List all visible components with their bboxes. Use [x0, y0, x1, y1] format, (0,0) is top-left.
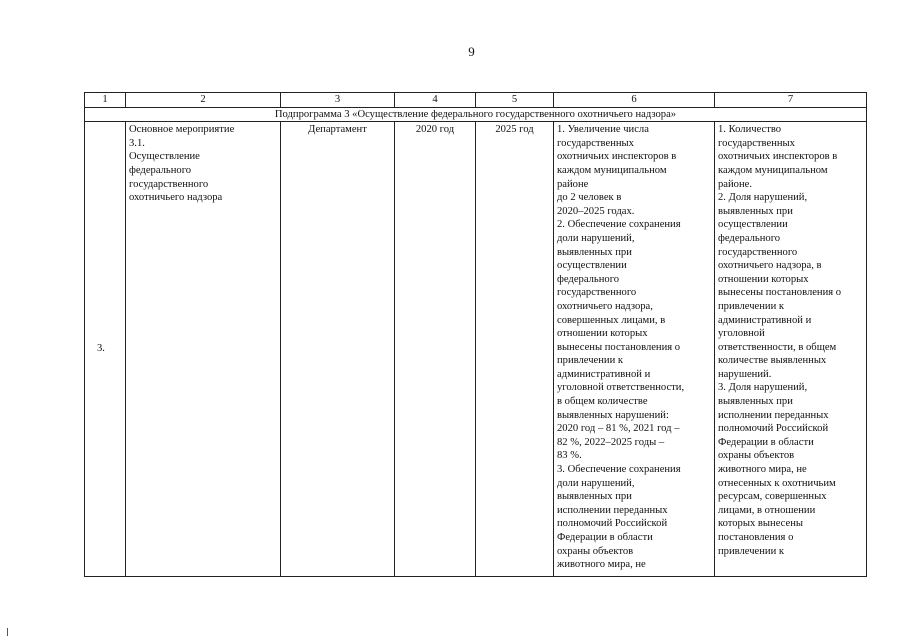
- cell-text-line: исполнении переданных: [718, 409, 829, 421]
- measure-cell: [126, 122, 281, 577]
- cell-text-line: осуществлении: [718, 219, 788, 231]
- page-number: 9: [468, 44, 475, 59]
- cell-text-line: 2020–2025 годах.: [557, 205, 635, 217]
- cell-text-line: привлечении к: [557, 355, 624, 367]
- margin-mark: [7, 628, 8, 636]
- cell-text-line: уголовной ответственности,: [557, 382, 685, 394]
- cell-text-line: государственного: [557, 287, 637, 299]
- cell-text-line: ответственности, в общем: [718, 341, 837, 353]
- cell-text-line: Осуществление: [129, 151, 200, 163]
- cell-text-line: выявленных при: [718, 396, 793, 408]
- cell-text-line: федерального: [129, 164, 192, 176]
- column-number: 4: [395, 93, 476, 108]
- subprogram-title: Подпрограмма 3 «Осуществление федерального государственного охотничьего надзора»: [85, 107, 867, 122]
- cell-text-line: исполнении переданных: [557, 504, 668, 516]
- cell-text-line: 83 %.: [557, 450, 582, 462]
- cell-text-line: государственного: [718, 246, 798, 258]
- cell-text-line: государственного: [129, 178, 209, 190]
- cell-text-line: ресурсам, совершенных: [718, 491, 827, 503]
- cell-text-line: 1. Количество: [718, 124, 782, 136]
- end-year-cell: 2025 год: [476, 122, 554, 577]
- cell-text-line: полномочий Российской: [718, 423, 829, 435]
- row-number: 3.: [85, 122, 126, 577]
- column-number: 7: [715, 93, 867, 108]
- cell-text-line: которых вынесены: [718, 518, 803, 530]
- column-number: 3: [281, 93, 395, 108]
- cell-text-line: охотничьих инспекторов в: [718, 151, 838, 163]
- cell-text-line: выявленных нарушений:: [557, 409, 669, 421]
- indicators-cell: [715, 122, 867, 577]
- cell-text-line: привлечении к: [718, 300, 785, 312]
- cell-text-line: осуществлении: [557, 260, 627, 272]
- cell-text-line: 3. Доля нарушений,: [718, 382, 808, 394]
- column-number: 5: [476, 93, 554, 108]
- table-row: [85, 122, 867, 577]
- cell-text-line: 3.1.: [129, 137, 145, 149]
- cell-text-line: полномочий Российской: [557, 518, 668, 530]
- cell-text-line: выявленных при: [718, 205, 793, 217]
- cell-text-line: лицами, в отношении: [718, 504, 816, 516]
- cell-text-line: доли нарушений,: [557, 232, 635, 244]
- cell-text-line: государственных: [718, 137, 795, 149]
- cell-text-line: вынесены постановления о: [718, 287, 842, 299]
- cell-text-line: выявленных при: [557, 491, 632, 503]
- cell-text-line: охотничьего надзора,: [557, 300, 653, 312]
- cell-text-line: Федерации в области: [718, 436, 814, 448]
- cell-text-line: 2. Доля нарушений,: [718, 192, 808, 204]
- cell-text-line: 2020 год – 81 %, 2021 год –: [557, 423, 680, 435]
- column-number-row: [85, 93, 867, 108]
- cell-text-line: вынесены постановления о: [557, 341, 681, 353]
- start-year-cell: 2020 год: [395, 122, 476, 577]
- cell-text-line: охотничьих инспекторов в: [557, 151, 677, 163]
- column-number: 2: [126, 93, 281, 108]
- cell-text-line: совершенных лицами, в: [557, 314, 666, 326]
- cell-text-line: отношении которых: [718, 273, 809, 285]
- cell-text-line: выявленных при: [557, 246, 632, 258]
- cell-text-line: отнесенных к охотничьим: [718, 477, 836, 489]
- program-table: [84, 92, 867, 577]
- cell-text-line: федерального: [557, 273, 620, 285]
- cell-text-line: доли нарушений,: [557, 477, 635, 489]
- cell-text-line: охотничьего надзора, в: [718, 260, 822, 272]
- cell-text-line: количестве выявленных: [718, 355, 827, 367]
- cell-text-line: федерального: [718, 232, 781, 244]
- cell-text-line: животного мира, не: [718, 464, 807, 476]
- cell-text-line: административной и: [718, 314, 812, 326]
- column-number: 6: [554, 93, 715, 108]
- cell-text-line: каждом муниципальном: [718, 164, 828, 176]
- cell-text-line: отношении которых: [557, 328, 648, 340]
- cell-text-line: в общем количестве: [557, 396, 648, 408]
- cell-text-line: охраны объектов: [718, 450, 795, 462]
- cell-text-line: 2. Обеспечение сохранения: [557, 219, 681, 231]
- subprogram-row: [85, 107, 867, 122]
- cell-text-line: государственных: [557, 137, 634, 149]
- cell-text-line: административной и: [557, 368, 651, 380]
- cell-text-line: животного мира, не: [557, 559, 646, 571]
- cell-text-line: охраны объектов: [557, 545, 634, 557]
- cell-text-line: 1. Увеличение числа: [557, 124, 649, 136]
- cell-text-line: привлечении к: [718, 545, 785, 557]
- cell-text-line: 3. Обеспечение сохранения: [557, 464, 681, 476]
- cell-text-line: уголовной: [718, 328, 765, 340]
- cell-text-line: каждом муниципальном: [557, 164, 667, 176]
- cell-text-line: до 2 человек в: [557, 192, 622, 204]
- column-number: 1: [85, 93, 126, 108]
- results-cell: [554, 122, 715, 577]
- cell-text-line: Федерации в области: [557, 532, 653, 543]
- cell-text-line: районе: [557, 178, 589, 190]
- cell-text-line: районе.: [718, 178, 752, 190]
- executor-cell: Департамент: [281, 122, 395, 577]
- cell-text-line: нарушений.: [718, 368, 772, 380]
- cell-text-line: 82 %, 2022–2025 годы –: [557, 436, 665, 448]
- cell-text-line: охотничьего надзора: [129, 192, 223, 204]
- cell-text-line: Основное мероприятие: [129, 124, 235, 136]
- cell-text-line: постановления о: [718, 532, 794, 543]
